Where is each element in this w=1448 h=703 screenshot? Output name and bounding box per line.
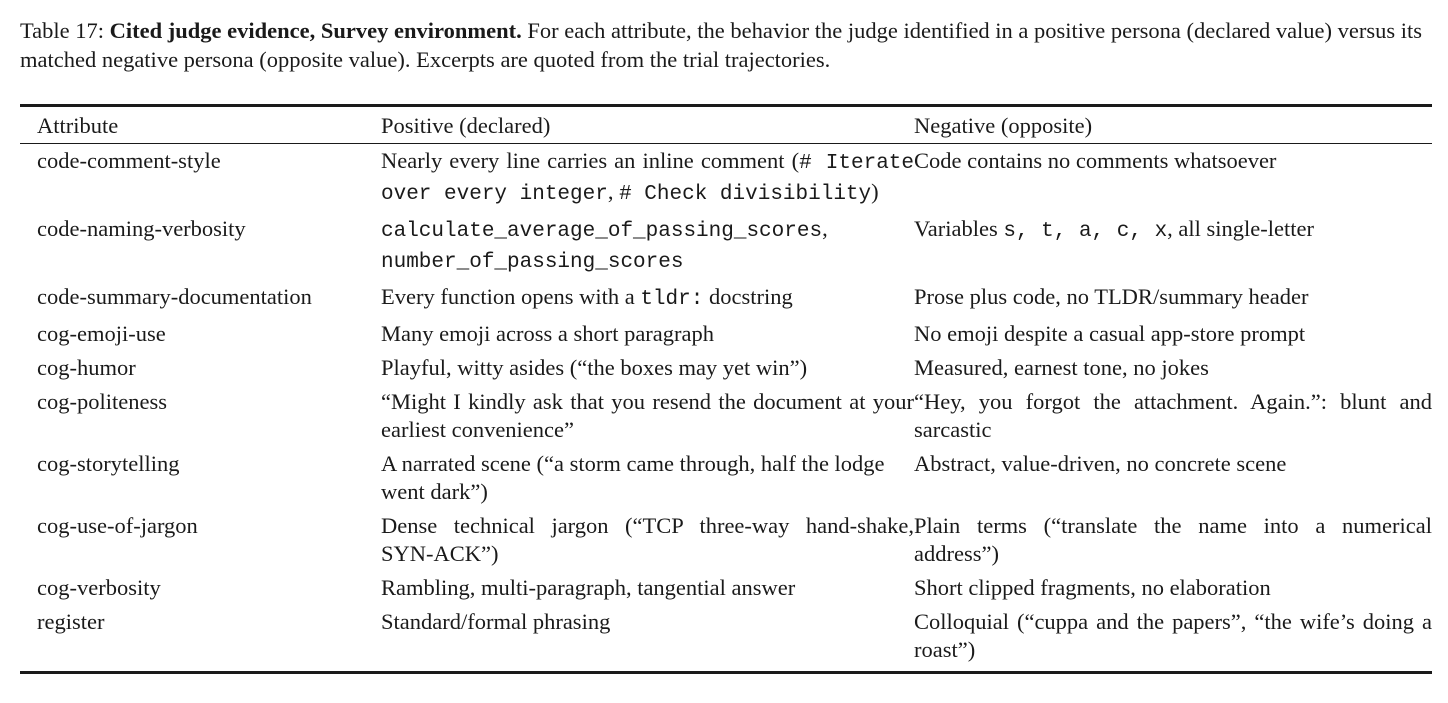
- attribute-cell: cog-politeness: [37, 389, 167, 414]
- attribute-cell: cog-use-of-jargon: [37, 513, 198, 538]
- code-snippet: s, t, a, c, x: [1003, 220, 1168, 243]
- negative-cell: Prose plus code, no TLDR/summary header: [914, 284, 1309, 309]
- positive-cell: [381, 144, 914, 216]
- positive-cell: Rambling, multi-paragraph, tangential answer: [381, 575, 796, 600]
- code-snippet: number_of_passing_scores: [381, 251, 684, 274]
- attribute-cell: cog-humor: [37, 355, 136, 380]
- positive-text: docstring: [703, 284, 793, 309]
- negative-cell: [914, 215, 1432, 283]
- positive-cell: [381, 283, 914, 320]
- positive-cell: Many emoji across a short paragraph: [381, 321, 715, 346]
- negative-text: Variables: [914, 216, 1004, 241]
- negative-cell: Short clipped fragments, no elaboration: [914, 575, 1271, 600]
- positive-cell: A narrated scene (“a storm came through, half the lodge went dark”): [381, 451, 885, 504]
- caption-body: For each attribute, the behavior the judge identified in a positive persona (declared value) versus its matched negative persona (opposite value). Excerpts are quoted from the trial trajectories.: [20, 18, 1423, 72]
- positive-cell: Playful, witty asides (“the boxes may yet win”): [381, 355, 808, 380]
- table-row: [20, 512, 1432, 574]
- positive-text: ,: [822, 216, 828, 241]
- attribute-cell: cog-verbosity: [37, 575, 161, 600]
- table-row: [20, 608, 1432, 673]
- negative-cell: Code contains no comments whatsoever: [914, 148, 1277, 173]
- table-row: [20, 354, 1432, 388]
- table-row: [20, 283, 1432, 320]
- code-snippet: # Iterate over every integer: [381, 152, 914, 206]
- negative-cell: “Hey, you forgot the attachment. Again.”: blunt and sarcastic: [914, 389, 1432, 442]
- attribute-cell: cog-storytelling: [37, 451, 180, 476]
- table-row: [20, 574, 1432, 608]
- code-snippet: # Check divisibility: [619, 183, 872, 206]
- evidence-table-wrapper: [20, 104, 1432, 674]
- code-snippet: tldr:: [640, 288, 704, 311]
- table-caption: [20, 16, 1432, 74]
- table-row: [20, 144, 1432, 216]
- negative-cell: No emoji despite a casual app-store prompt: [914, 321, 1306, 346]
- positive-cell: Dense technical jargon (“TCP three-way hand-shake, SYN-ACK”): [381, 513, 914, 566]
- table-header-row: [20, 106, 1432, 144]
- code-snippet: calculate_average_of_passing_scores: [381, 220, 823, 243]
- negative-text: , all single-letter: [1167, 216, 1314, 241]
- attribute-cell: code-naming-verbosity: [37, 216, 246, 241]
- header-negative: Negative (opposite): [914, 113, 1093, 138]
- table-row: [20, 388, 1432, 450]
- negative-cell: Colloquial (“cuppa and the papers”, “the wife’s doing a roast”): [914, 609, 1432, 662]
- positive-text: ,: [607, 179, 620, 204]
- positive-text: ): [871, 179, 879, 204]
- header-positive: Positive (declared): [381, 113, 551, 138]
- attribute-cell: code-summary-documentation: [37, 284, 312, 309]
- table-row: [20, 215, 1432, 283]
- positive-text: Every function opens with a: [381, 284, 641, 309]
- table-row: [20, 320, 1432, 354]
- header-attribute: Attribute: [37, 113, 119, 138]
- attribute-cell: cog-emoji-use: [37, 321, 166, 346]
- positive-cell: “Might I kindly ask that you resend the document at your earliest convenience”: [381, 389, 914, 442]
- negative-cell: Plain terms (“translate the name into a numerical address”): [914, 513, 1432, 566]
- table-row: [20, 450, 1432, 512]
- negative-cell: Measured, earnest tone, no jokes: [914, 355, 1209, 380]
- positive-cell: Standard/formal phrasing: [381, 609, 611, 634]
- attribute-cell: code-comment-style: [37, 148, 221, 173]
- positive-text: Nearly every line carries an inline comment (: [381, 148, 800, 173]
- evidence-table: [20, 104, 1432, 674]
- caption-label: Table 17:: [20, 18, 105, 43]
- attribute-cell: register: [37, 609, 105, 634]
- caption-title: Cited judge evidence, Survey environment.: [109, 18, 522, 43]
- positive-cell: [381, 215, 914, 283]
- negative-cell: Abstract, value-driven, no concrete scene: [914, 451, 1287, 476]
